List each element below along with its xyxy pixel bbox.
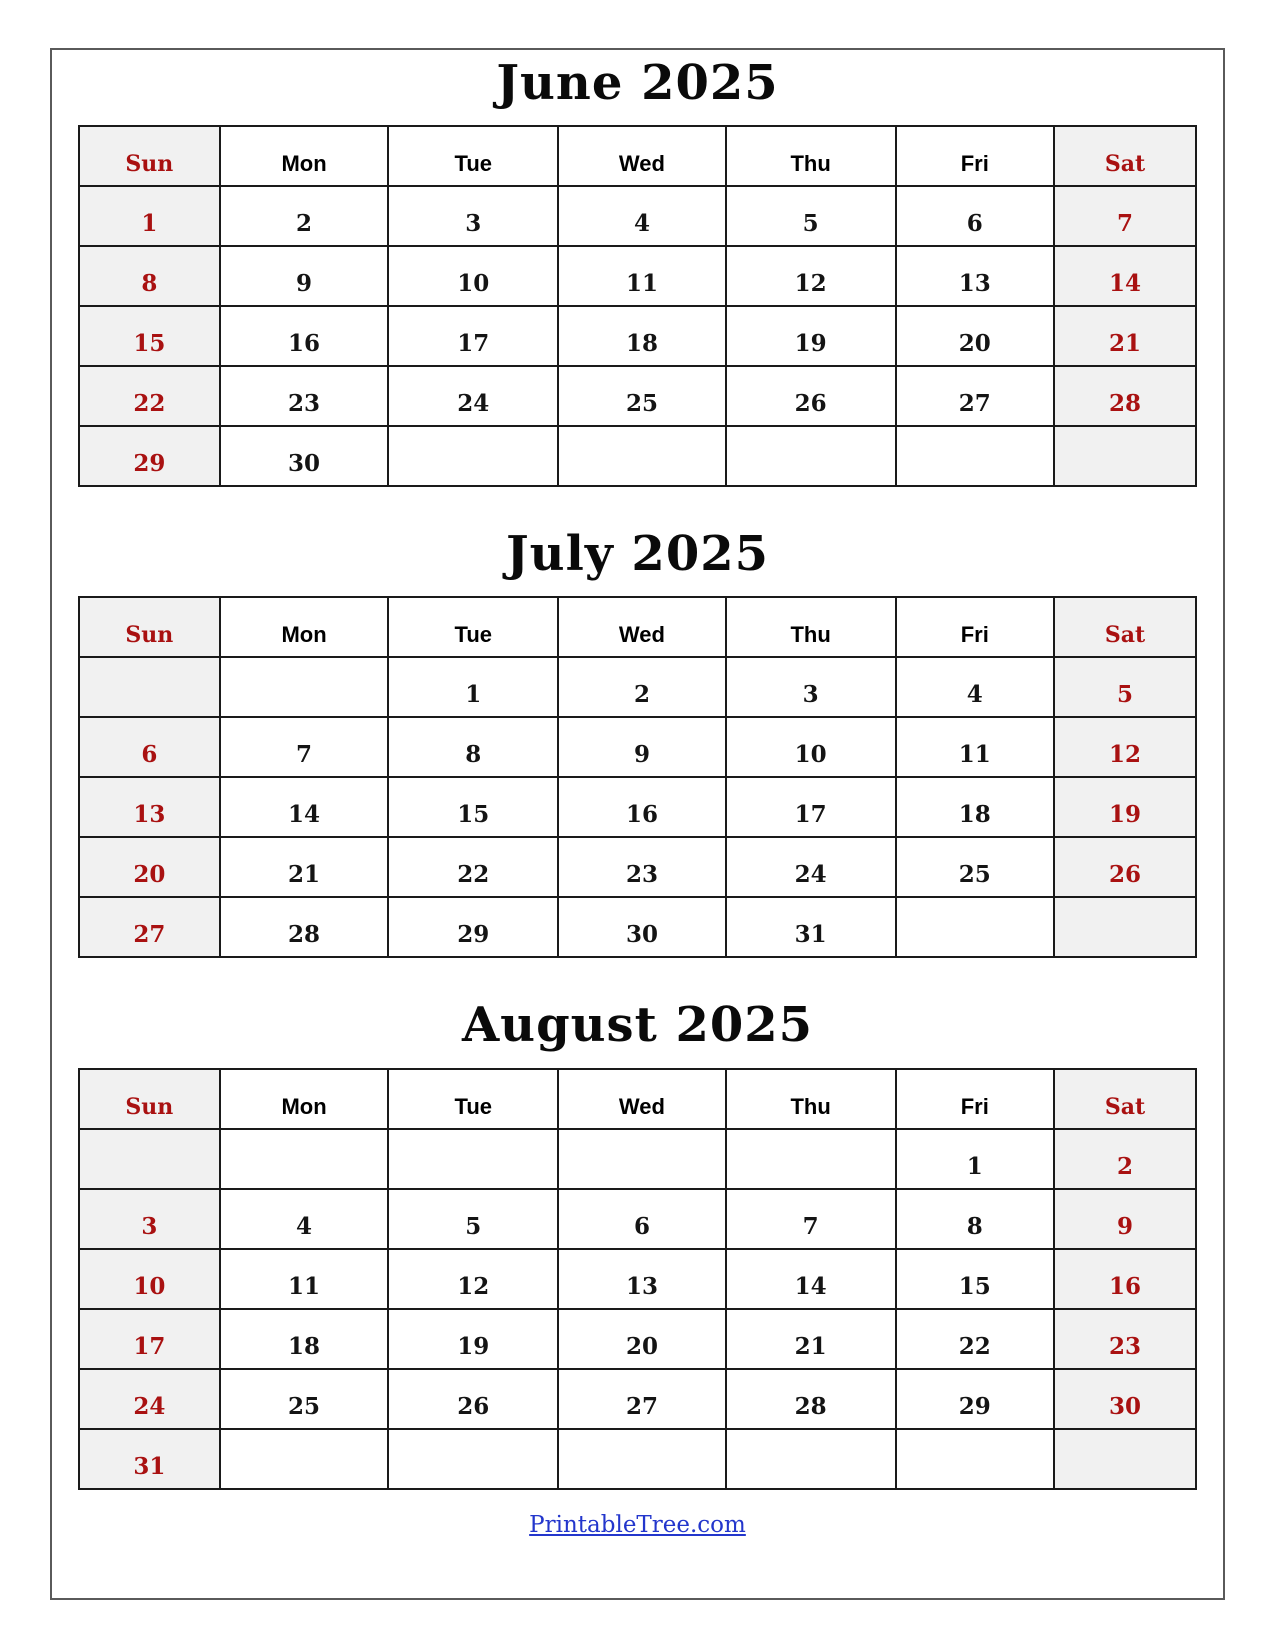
week-row [79,306,1196,366]
day-cell-june-26: 26 [726,366,896,426]
day-cell-august-15: 15 [896,1249,1055,1309]
day-cell-june-2: 2 [220,186,389,246]
day-cell-july-4: 4 [896,657,1055,717]
day-cell-june-19: 19 [726,306,896,366]
weekday-header-mon: Mon [220,126,389,186]
day-cell-june-29: 29 [79,426,220,486]
weekday-header-thu: Thu [726,126,896,186]
day-cell-june-6: 6 [896,186,1055,246]
day-cell-july-18: 18 [896,777,1055,837]
weekday-header-tue: Tue [388,597,558,657]
day-cell-july-9: 9 [558,717,726,777]
day-cell-empty [558,426,726,486]
day-cell-empty [896,426,1055,486]
calendar-table-august [78,1068,1197,1490]
day-cell-july-31: 31 [726,897,896,957]
week-row [79,426,1196,486]
day-cell-june-22: 22 [79,366,220,426]
week-row [79,1249,1196,1309]
day-cell-july-25: 25 [896,837,1055,897]
day-cell-august-14: 14 [726,1249,896,1309]
weekday-header-thu: Thu [726,1069,896,1129]
day-cell-june-12: 12 [726,246,896,306]
week-row [79,1189,1196,1249]
day-cell-july-23: 23 [558,837,726,897]
day-cell-june-27: 27 [896,366,1055,426]
week-row [79,657,1196,717]
calendar-table-june [78,125,1197,487]
day-cell-june-17: 17 [388,306,558,366]
month-section-july [78,527,1197,958]
day-cell-august-20: 20 [558,1309,726,1369]
week-row [79,897,1196,957]
day-cell-june-15: 15 [79,306,220,366]
day-cell-august-29: 29 [896,1369,1055,1429]
week-row [79,186,1196,246]
day-cell-empty [79,1129,220,1189]
week-row [79,1369,1196,1429]
day-cell-august-26: 26 [388,1369,558,1429]
weekday-header-mon: Mon [220,1069,389,1129]
weekday-header-fri: Fri [896,597,1055,657]
day-cell-august-23: 23 [1054,1309,1196,1369]
day-cell-empty [1054,1429,1196,1489]
weekday-header-row [79,1069,1196,1129]
day-cell-june-11: 11 [558,246,726,306]
week-row [79,246,1196,306]
week-row [79,837,1196,897]
day-cell-empty [1054,897,1196,957]
day-cell-empty [726,1429,896,1489]
weekday-header-sun: Sun [79,1069,220,1129]
week-row [79,777,1196,837]
day-cell-empty [896,897,1055,957]
day-cell-empty [388,426,558,486]
day-cell-june-7: 7 [1054,186,1196,246]
day-cell-july-5: 5 [1054,657,1196,717]
weekday-header-wed: Wed [558,597,726,657]
day-cell-august-5: 5 [388,1189,558,1249]
day-cell-august-21: 21 [726,1309,896,1369]
day-cell-july-11: 11 [896,717,1055,777]
day-cell-empty [220,1429,389,1489]
weekday-header-sat: Sat [1054,597,1196,657]
day-cell-august-8: 8 [896,1189,1055,1249]
day-cell-august-28: 28 [726,1369,896,1429]
day-cell-august-24: 24 [79,1369,220,1429]
day-cell-july-30: 30 [558,897,726,957]
day-cell-empty [558,1429,726,1489]
weekday-header-row [79,126,1196,186]
day-cell-july-7: 7 [220,717,389,777]
day-cell-august-3: 3 [79,1189,220,1249]
day-cell-july-22: 22 [388,837,558,897]
day-cell-june-18: 18 [558,306,726,366]
weekday-header-row [79,597,1196,657]
day-cell-june-8: 8 [79,246,220,306]
day-cell-august-6: 6 [558,1189,726,1249]
day-cell-august-1: 1 [896,1129,1055,1189]
day-cell-july-26: 26 [1054,837,1196,897]
day-cell-july-19: 19 [1054,777,1196,837]
day-cell-august-25: 25 [220,1369,389,1429]
week-row [79,1429,1196,1489]
day-cell-august-7: 7 [726,1189,896,1249]
day-cell-empty [79,657,220,717]
weekday-header-thu: Thu [726,597,896,657]
day-cell-august-10: 10 [79,1249,220,1309]
week-row [79,717,1196,777]
day-cell-empty [220,1129,389,1189]
week-row [79,366,1196,426]
day-cell-july-29: 29 [388,897,558,957]
weekday-header-tue: Tue [388,1069,558,1129]
week-row [79,1129,1196,1189]
day-cell-june-28: 28 [1054,366,1196,426]
weekday-header-sat: Sat [1054,126,1196,186]
day-cell-july-1: 1 [388,657,558,717]
day-cell-august-31: 31 [79,1429,220,1489]
month-title-august: August 2025 [461,997,814,1054]
day-cell-august-19: 19 [388,1309,558,1369]
day-cell-june-21: 21 [1054,306,1196,366]
day-cell-july-24: 24 [726,837,896,897]
weekday-header-tue: Tue [388,126,558,186]
weekday-header-sun: Sun [79,126,220,186]
day-cell-august-11: 11 [220,1249,389,1309]
day-cell-july-28: 28 [220,897,389,957]
printabletree-link[interactable]: PrintableTree.com [529,1511,746,1538]
day-cell-june-25: 25 [558,366,726,426]
day-cell-empty [726,426,896,486]
day-cell-august-22: 22 [896,1309,1055,1369]
weekday-header-fri: Fri [896,126,1055,186]
day-cell-july-2: 2 [558,657,726,717]
day-cell-august-18: 18 [220,1309,389,1369]
day-cell-july-10: 10 [726,717,896,777]
month-title-july: July 2025 [505,526,770,583]
day-cell-june-20: 20 [896,306,1055,366]
day-cell-june-1: 1 [79,186,220,246]
day-cell-june-24: 24 [388,366,558,426]
day-cell-august-13: 13 [558,1249,726,1309]
day-cell-empty [1054,426,1196,486]
day-cell-july-27: 27 [79,897,220,957]
page-frame [50,48,1225,1600]
day-cell-july-20: 20 [79,837,220,897]
day-cell-july-3: 3 [726,657,896,717]
day-cell-empty [896,1429,1055,1489]
day-cell-empty [388,1429,558,1489]
day-cell-august-2: 2 [1054,1129,1196,1189]
footer [78,1512,1197,1538]
day-cell-empty [726,1129,896,1189]
week-row [79,1309,1196,1369]
day-cell-august-16: 16 [1054,1249,1196,1309]
day-cell-june-13: 13 [896,246,1055,306]
weekday-header-fri: Fri [896,1069,1055,1129]
day-cell-july-13: 13 [79,777,220,837]
weekday-header-wed: Wed [558,126,726,186]
day-cell-empty [558,1129,726,1189]
day-cell-july-16: 16 [558,777,726,837]
day-cell-june-10: 10 [388,246,558,306]
day-cell-august-17: 17 [79,1309,220,1369]
day-cell-june-14: 14 [1054,246,1196,306]
weekday-header-wed: Wed [558,1069,726,1129]
day-cell-july-21: 21 [220,837,389,897]
day-cell-july-6: 6 [79,717,220,777]
day-cell-july-17: 17 [726,777,896,837]
weekday-header-mon: Mon [220,597,389,657]
day-cell-june-9: 9 [220,246,389,306]
day-cell-june-5: 5 [726,186,896,246]
day-cell-august-9: 9 [1054,1189,1196,1249]
calendar-table-july [78,596,1197,958]
day-cell-august-30: 30 [1054,1369,1196,1429]
day-cell-july-14: 14 [220,777,389,837]
day-cell-june-16: 16 [220,306,389,366]
day-cell-august-4: 4 [220,1189,389,1249]
weekday-header-sat: Sat [1054,1069,1196,1129]
month-title-june: June 2025 [496,55,779,111]
day-cell-june-30: 30 [220,426,389,486]
day-cell-june-23: 23 [220,366,389,426]
day-cell-empty [220,657,389,717]
day-cell-empty [388,1129,558,1189]
day-cell-july-12: 12 [1054,717,1196,777]
day-cell-july-8: 8 [388,717,558,777]
weekday-header-sun: Sun [79,597,220,657]
month-section-june [78,56,1197,487]
day-cell-july-15: 15 [388,777,558,837]
day-cell-june-3: 3 [388,186,558,246]
day-cell-august-12: 12 [388,1249,558,1309]
month-section-august [78,998,1197,1489]
day-cell-august-27: 27 [558,1369,726,1429]
day-cell-june-4: 4 [558,186,726,246]
